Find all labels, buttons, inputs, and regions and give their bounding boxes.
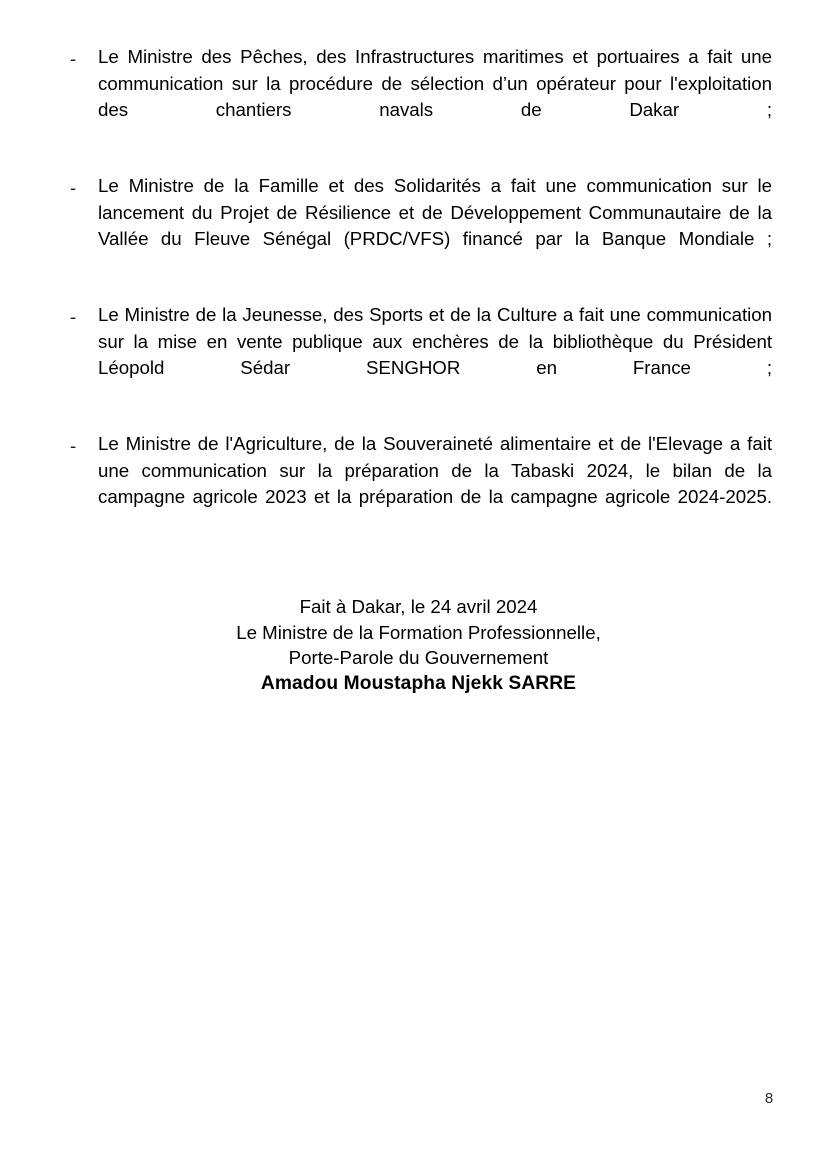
signature-name: Amadou Moustapha Njekk SARRE bbox=[260, 672, 577, 694]
list-item bbox=[62, 302, 772, 408]
list-item-text: Le Ministre de l'Agriculture, de la Souveraineté alimentaire et de l'Elevage a fait une communication sur la préparation de la Tabaski 2024, le bilan de la campagne agricole 2023 et la préparation de la campagne agricole 2024-2025. bbox=[98, 433, 772, 507]
bullet-list bbox=[62, 44, 772, 537]
signature-place-date: Fait à Dakar, le 24 avril 2024 bbox=[299, 596, 538, 617]
signature-title-line-1: Le Ministre de la Formation Professionnelle, bbox=[236, 621, 601, 643]
signature-title-line-2: Porte-Parole du Gouvernement bbox=[288, 647, 549, 668]
page-number: 8 bbox=[764, 1090, 774, 1107]
list-item-text: Le Ministre de la Famille et des Solidarités a fait une communication sur le lancement du Projet de Résilience et de Développement Communautaire de la Vallée du Fleuve Sénégal (PRDC/VFS) financé par la Banque Mondiale ; bbox=[98, 175, 772, 249]
bullet-dash-icon: - bbox=[70, 306, 77, 327]
list-item bbox=[62, 431, 772, 537]
list-item-text: Le Ministre des Pêches, des Infrastructures maritimes et portuaires a fait une communication sur la procédure de sélection d’un opérateur pour l'exploitation des chantiers navals de Dakar ; bbox=[98, 46, 772, 120]
list-item-text: Le Ministre de la Jeunesse, des Sports et de la Culture a fait une communication sur la mise en vente publique aux enchères de la bibliothèque du Président Léopold Sédar SENGHOR en France ; bbox=[98, 304, 772, 378]
bullet-dash-icon: - bbox=[70, 177, 77, 198]
bullet-dash-icon: - bbox=[70, 435, 77, 456]
signature-block bbox=[0, 594, 819, 696]
list-item bbox=[62, 173, 772, 279]
bullet-dash-icon: - bbox=[70, 48, 77, 69]
list-item bbox=[62, 44, 772, 150]
